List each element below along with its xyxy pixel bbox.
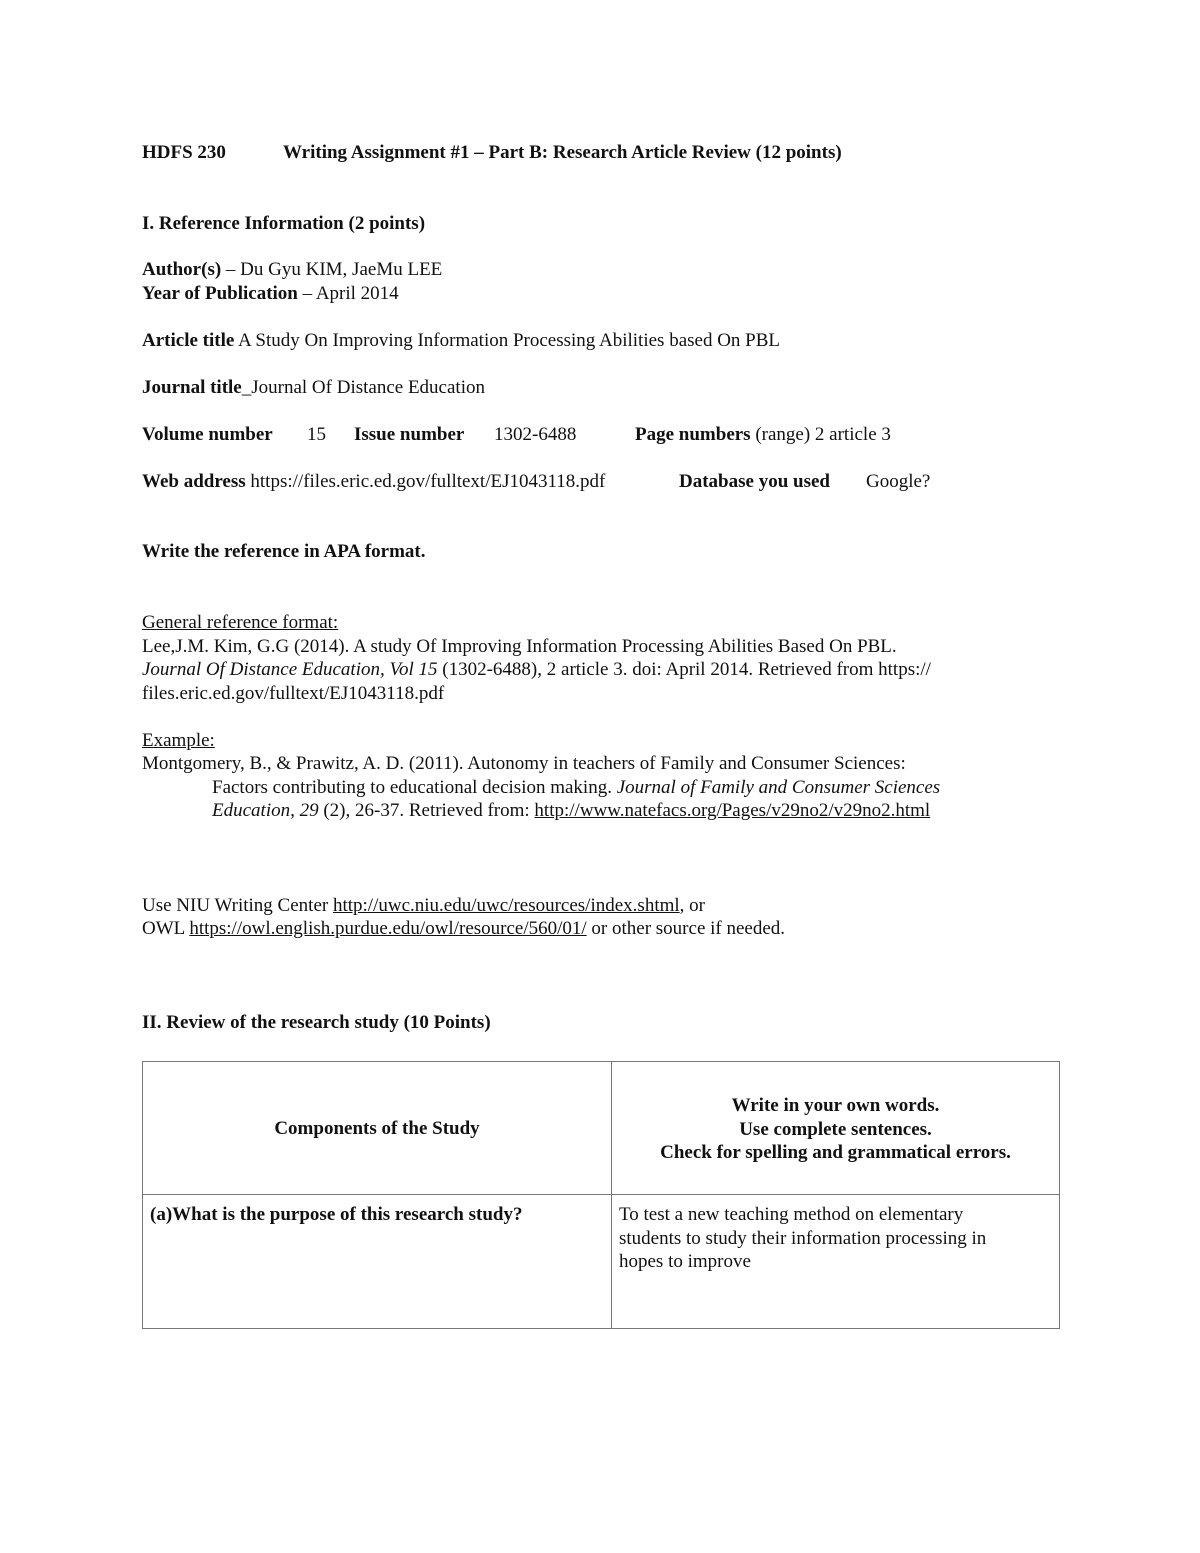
question-cell: [143, 1195, 612, 1329]
general-format-line1: Lee,J.M. Kim, G.G (2014). A study Of Improving Information Processing Abilities Based On PBL.: [142, 636, 897, 657]
owl-link[interactable]: https://owl.english.purdue.edu/owl/resource/560/01/: [189, 918, 587, 939]
review-table: [142, 1061, 1060, 1329]
journal-title-label: Journal title: [142, 377, 242, 398]
general-format-details: (1302-6488), 2 article 3. doi: April 2014. Retrieved from https://: [437, 659, 931, 680]
answer-line3: hopes to improve: [619, 1251, 751, 1272]
year-label: Year of Publication: [142, 283, 298, 304]
example-volume: Education, 29: [212, 800, 319, 821]
pages-value: (range) 2 article 3: [750, 424, 891, 445]
answer-line1: To test a new teaching method on elementary: [619, 1204, 964, 1225]
table-header-row: [143, 1062, 1060, 1195]
database-value: Google?: [866, 471, 931, 492]
example-line2-text: Factors contributing to educational decision making.: [212, 777, 617, 798]
instructions-line2: Use complete sentences.: [739, 1118, 932, 1140]
example-line1: Montgomery, B., & Prawitz, A. D. (2011). Autonomy in teachers of Family and Consumer Sciences:: [142, 753, 906, 774]
apa-prompt: Write the reference in APA format.: [142, 541, 426, 562]
table-header-instructions: [612, 1062, 1060, 1195]
niu-writing-center-link[interactable]: http://uwc.niu.edu/uwc/resources/index.shtml: [332, 895, 680, 916]
table-header-components: [143, 1062, 612, 1195]
database-label: Database you used: [679, 471, 830, 492]
assignment-title: Writing Assignment #1 – Part B: Research Article Review (12 points): [283, 142, 842, 163]
section2-heading: II. Review of the research study (10 Points): [142, 1012, 491, 1033]
resource-line1-prefix: Use NIU Writing Center: [142, 895, 333, 916]
general-format-journal: Journal Of Distance Education, Vol 15: [142, 659, 438, 680]
general-format-line2: [142, 658, 931, 682]
volume-label: Volume number: [142, 424, 273, 445]
section1-heading: I. Reference Information (2 points): [142, 213, 426, 234]
general-format-line3: files.eric.ed.gov/fulltext/EJ1043118.pdf: [142, 683, 445, 704]
example-journal: Journal of Family and Consumer Sciences: [616, 777, 941, 798]
author-line: [142, 258, 442, 282]
year-value: – April 2014: [297, 283, 399, 304]
journal-title-line: [142, 376, 485, 400]
article-title-value: A Study On Improving Information Processing Abilities based On PBL: [234, 330, 781, 351]
web-address-line: [142, 470, 605, 494]
issue-value: 1302-6488: [494, 424, 577, 445]
example-label: Example:: [142, 730, 215, 751]
volume-value: 15: [307, 424, 326, 445]
instructions-line3: Check for spelling and grammatical errors.: [660, 1142, 1011, 1163]
purpose-question: (a)What is the purpose of this research study?: [150, 1204, 523, 1225]
answer-cell[interactable]: [612, 1195, 1060, 1329]
example-pages: (2), 26-37. Retrieved from:: [318, 800, 535, 821]
resource-line1: [142, 894, 705, 918]
answer-line2: students to study their information processing in: [619, 1227, 987, 1249]
author-value: – Du Gyu KIM, JaeMu LEE: [221, 259, 443, 280]
components-header-text: Components of the Study: [274, 1118, 480, 1139]
example-line3: [212, 799, 930, 823]
web-address-value: https://files.eric.ed.gov/fulltext/EJ1043118.pdf: [245, 471, 606, 492]
general-format-label: General reference format:: [142, 612, 339, 633]
instructions-line1: Write in your own words.: [731, 1095, 940, 1116]
resource-line2-suffix: or other source if needed.: [586, 918, 786, 939]
issue-label: Issue number: [354, 424, 465, 445]
journal-title-value: _Journal Of Distance Education: [241, 377, 485, 398]
example-line2: [212, 776, 940, 800]
resource-line1-suffix: , or: [679, 895, 705, 916]
year-line: [142, 282, 399, 306]
pages-line: [635, 423, 891, 447]
article-title-line: [142, 329, 780, 353]
author-label: Author(s): [142, 259, 222, 280]
article-title-label: Article title: [142, 330, 235, 351]
course-code: HDFS 230: [142, 142, 226, 163]
example-link[interactable]: http://www.natefacs.org/Pages/v29no2/v29no2.html: [534, 800, 931, 821]
web-address-label: Web address: [142, 471, 246, 492]
resource-line2: [142, 917, 785, 941]
resource-line2-prefix: OWL: [142, 918, 190, 939]
pages-label: Page numbers: [635, 424, 751, 445]
table-row: [143, 1195, 1060, 1329]
